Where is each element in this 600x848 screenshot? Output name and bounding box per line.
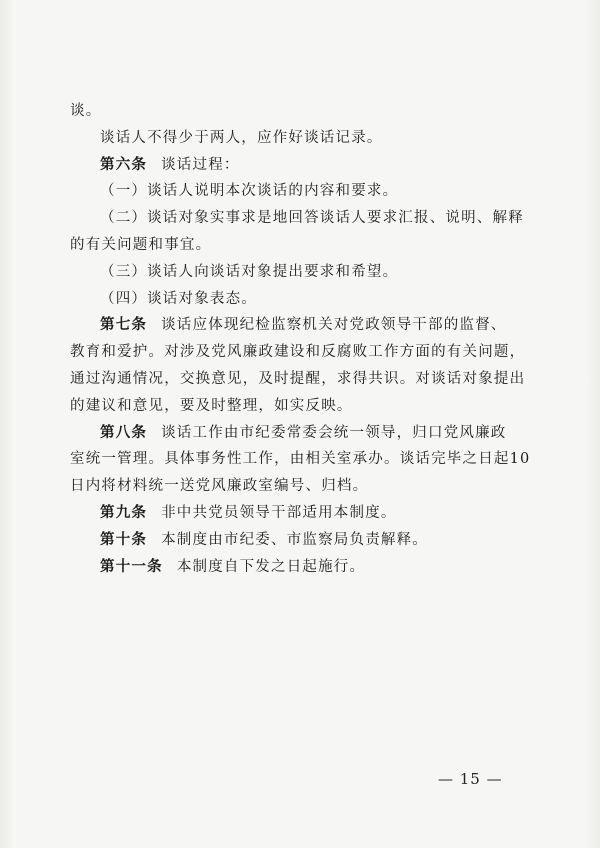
text-line (70, 366, 528, 393)
text-line (70, 152, 528, 179)
page-number: — 15 — (438, 770, 503, 788)
article-heading: 第七条 (100, 317, 148, 334)
article-heading: 第十条 (100, 531, 148, 548)
line-text: （二）谈话对象实事求是地回答谈话人要求汇报、说明、解释 (100, 210, 524, 227)
line-text: 谈话工作由市纪委常委会统一领导，归口党风廉政 (161, 424, 507, 441)
line-text: 本制度由市纪委、市监察局负责解释。 (161, 531, 429, 548)
line-text: 室统一管理。具体事务性工作，由相关室承办。谈话完毕之日起10 (70, 451, 531, 468)
article-heading: 第六条 (100, 156, 148, 173)
line-text: 通过沟通情况，交换意见，及时提醒，求得共识。对谈话对象提出 (70, 370, 526, 387)
text-line (70, 312, 528, 339)
line-text: 的建议和意见，要及时整理，如实反映。 (70, 397, 353, 414)
text-line (70, 232, 528, 259)
line-text: （四）谈话对象表态。 (100, 290, 257, 307)
text-line (70, 473, 528, 500)
text-line (70, 339, 528, 366)
text-line (70, 178, 528, 205)
line-text: （三）谈话人向谈话对象提出要求和希望。 (100, 263, 399, 280)
article-heading: 第十一条 (100, 558, 163, 575)
text-line (70, 527, 528, 554)
line-text: 教育和爱护。对涉及党风廉政建设和反腐败工作方面的有关问题， (70, 344, 526, 361)
line-text: 日内将材料统一送党风廉政室编号、归档。 (70, 478, 369, 495)
line-text: 本制度自下发之日起施行。 (176, 558, 366, 575)
text-line (70, 420, 528, 447)
text-line (70, 205, 528, 232)
text-line (70, 259, 528, 286)
line-text: 谈话过程： (161, 156, 240, 173)
line-text: 谈。 (70, 103, 102, 119)
line-text: （一）谈话人说明本次谈话的内容和要求。 (100, 183, 399, 200)
text-line (70, 500, 528, 527)
article-heading: 第九条 (100, 504, 148, 521)
line-text: 谈话应体现纪检监察机关对党政领导干部的监督、 (161, 317, 507, 334)
article-heading: 第八条 (100, 424, 148, 441)
text-line (70, 125, 528, 152)
text-line (70, 446, 531, 473)
text-line (70, 286, 528, 313)
line-text: 的有关问题和事宜。 (70, 236, 212, 253)
text-line (70, 554, 528, 581)
text-line (70, 393, 528, 420)
line-text: 谈话人不得少于两人，应作好谈话记录。 (100, 129, 383, 146)
line-text: 非中共党员领导干部适用本制度。 (161, 504, 397, 521)
text-line (70, 98, 528, 125)
document-body (70, 98, 531, 580)
